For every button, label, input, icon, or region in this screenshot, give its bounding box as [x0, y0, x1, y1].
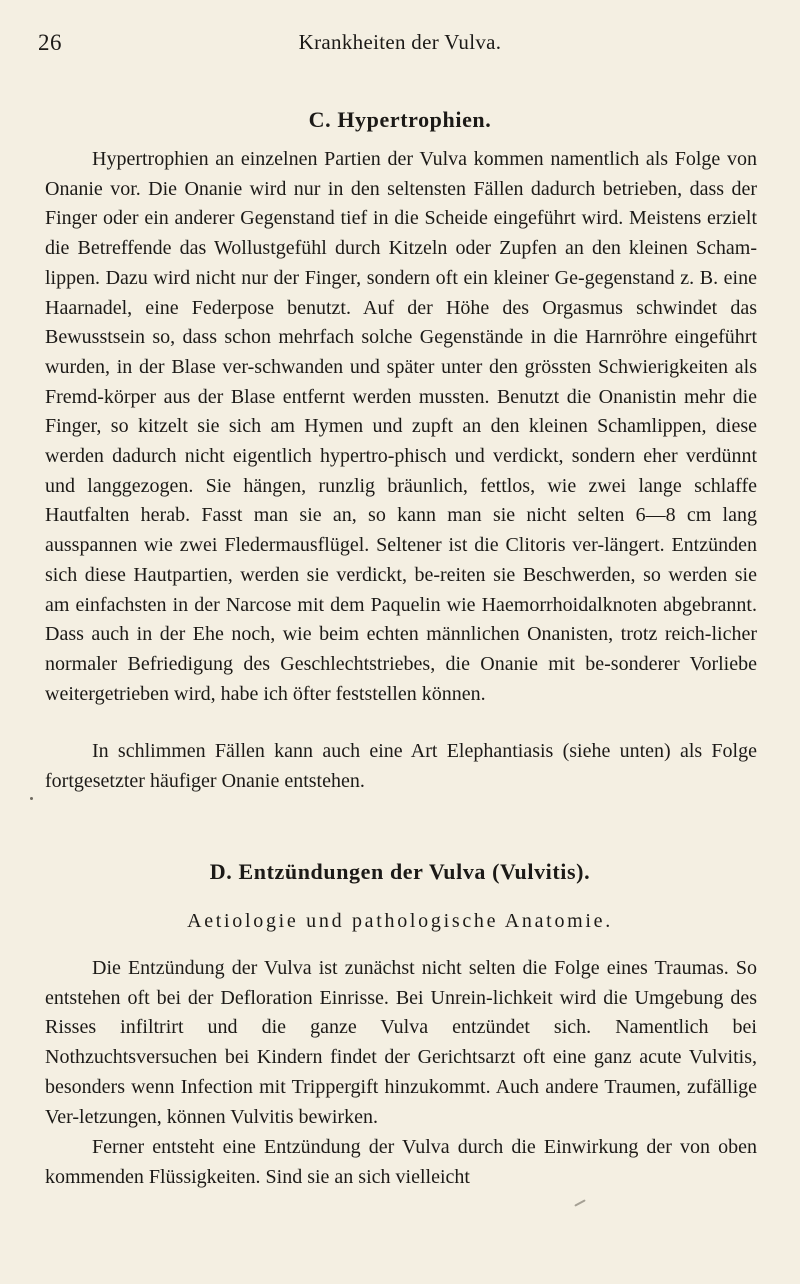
page-number: 26 — [38, 30, 62, 55]
paragraph-vulvitis-1: Die Entzündung der Vulva ist zunächst nicht selten die Folge eines Traumas. So entstehen oft bei der Defloration Einrisse. Bei Unrein-lichkeit wird die Umgebung des Risses infiltrirt und die ganze Vulva entzündet sich. Namentlich bei Nothzuchtsversuchen bei Kindern findet der Gerichtsarzt oft eine ganz acute Vulvitis, besonders wenn Infection mit Trippergift hinzukommt. Auch andere Traumen, zufällige Ver-letzungen, können Vulvitis bewirken. — [45, 957, 757, 1128]
paragraph-vulvitis-2: Ferner entsteht eine Entzündung der Vulva durch die Einwirkung der von oben kommenden Flüssigkeiten. Sind sie an sich vielleicht — [45, 1136, 757, 1188]
paragraph-hypertrophien-2: In schlimmen Fällen kann auch eine Art Elephantiasis (siehe unten) als Folge fortgesetzter häufiger Onanie entstehen. — [45, 740, 757, 792]
section-heading-hypertrophien: C. Hypertrophien. — [308, 107, 492, 132]
subsection-heading-aetiologie: Aetiologie und pathologische Anatomie. — [187, 910, 613, 932]
section-heading-entzuendungen: D. Entzündungen der Vulva (Vulvitis). — [209, 859, 591, 884]
running-head — [38, 30, 762, 56]
paper-speck — [574, 1199, 586, 1206]
running-title: Krankheiten der Vulva. — [298, 30, 502, 54]
paragraph-hypertrophien-1: Hypertrophien an einzelnen Partien der Vulva kommen namentlich als Folge von Onanie vor. Die Onanie wird nur in den seltensten Fällen dadurch betrieben, dass der Finger oder ein anderer Gegenstand tief in die Scheide eingeführt wird. Meistens erzielt die Betreffende das Wollustgefühl durch Kitzeln oder Zupfen an den kleinen Scham-lippen. Dazu wird nicht nur der Finger, sondern oft ein kleiner Ge-gegenstand z. B. eine Haarnadel, eine Federpose benutzt. Auf der Höhe des Orgasmus schwindet das Bewusstsein so, dass schon mehrfach solche Gegenstände in die Harnröhre eingeführt wurden, in der Blase ver-schwanden und später unter den grössten Schwierigkeiten als Fremd-körper aus der Blase entfernt werden mussten. Benutzt die Onanistin mehr die Finger, so kitzelt sie sich am Hymen und zupft an den kleinen Schamlippen, diese werden dadurch nicht eigentlich hypertro-phisch und verdickt, sondern eher verdünnt und langgezogen. Sie hängen, runzlig bräunlich, fettlos, wie zwei lange schlaffe Hautfalten herab. Fasst man sie an, so kann man sie nicht selten 6—8 cm lang ausspannen wie zwei Fledermausflügel. Seltener ist die Clitoris ver-längert. Entzünden sich diese Hautpartien, werden sie verdickt, be-reiten sie Beschwerden, so werden sie am einfachsten in der Narcose mit dem Paquelin wie Haemorrhoidalknoten abgebrannt. Dass auch in der Ehe noch, wie beim echten männlichen Onanisten, trotz reich-licher normaler Befriedigung des Geschlechtstriebes, die Onanie mit be-sonderer Vorliebe weitergetrieben wird, habe ich öfter feststellen können. — [45, 148, 757, 705]
paper-speck — [30, 797, 33, 800]
